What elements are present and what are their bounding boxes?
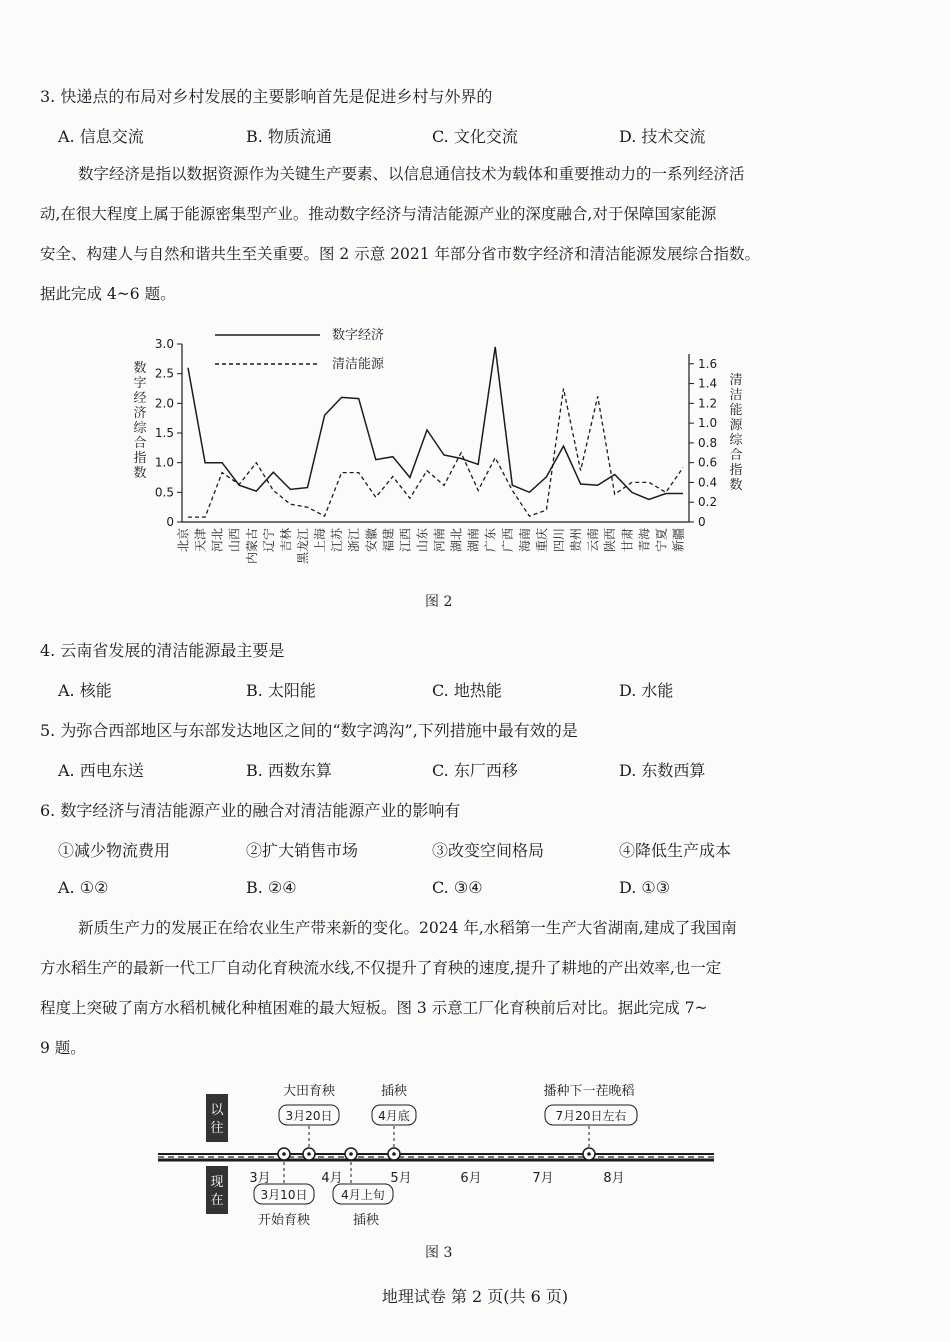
x-tick-label: 新疆 [671, 528, 686, 553]
x-tick-label: 甘肃 [620, 528, 635, 553]
before-label-char-2: 往 [210, 1121, 224, 1136]
month-april: 4月 [321, 1171, 343, 1186]
left-axis-tick-label: 2.5 [154, 366, 174, 381]
q5-stem: 5. 为弥合西部地区与东部发达地区之间的“数字鸿沟”,下列措施中最有效的是 [40, 721, 578, 740]
x-tick-label: 江西 [398, 528, 413, 553]
passage1-line: 安全、构建人与自然和谐共生至关重要。图 2 示意 2021 年部分省市数字经济和清洁能源发展综合指数。 [40, 245, 761, 263]
left-axis-title-char: 数 [133, 466, 147, 481]
x-tick-label: 吉林 [278, 528, 293, 553]
left-axis-tick-label: 3.0 [154, 337, 174, 351]
legend-clean-energy: 清洁能源 [332, 357, 385, 372]
passage1-line: 动,在很大程度上属于能源密集型产业。推动数字经济与清洁能源产业的深度融合,对于保障国家能源 [40, 205, 717, 223]
q3-stem: 3. 快递点的布局对乡村发展的主要影响首先是促进乡村与外界的 [40, 87, 493, 106]
q6-stem: 6. 数字经济与清洁能源产业的融合对清洁能源产业的影响有 [40, 801, 461, 820]
x-tick-label: 山西 [227, 528, 242, 553]
right-axis-title-char: 能 [729, 403, 743, 418]
left-axis-tick-label: 0 [166, 515, 174, 529]
before-event-3-title: 播种下一茬晚稻 [543, 1084, 635, 1099]
q5-option-d: D. 东数西算 [619, 761, 706, 780]
before-label-char-1: 以 [210, 1103, 224, 1118]
q3-option-d: D. 技术交流 [619, 127, 706, 146]
q6-item-1: ①减少物流费用 [58, 841, 171, 860]
after-event-1-title: 开始育秧 [257, 1213, 311, 1228]
x-tick-label: 海南 [517, 528, 532, 553]
before-event-1-title: 大田育秧 [282, 1084, 336, 1099]
passage-rice-seedling [40, 908, 860, 1068]
passage2-line: 新质生产力的发展正在给农业生产带来新的变化。2024 年,水稻第一生产大省湖南,建成了我国南 [78, 919, 737, 937]
q6-option-b: B. ②④ [246, 878, 297, 897]
right-axis-tick-label: 1.6 [698, 356, 718, 371]
x-tick-label: 天津 [193, 528, 208, 553]
after-event-1-date: 3月10日 [260, 1188, 308, 1202]
right-axis-tick-label: 0 [698, 515, 706, 529]
left-axis-title-char: 合 [133, 436, 147, 451]
figure-2-chart [0, 318, 950, 578]
right-axis-title-char: 综 [729, 433, 743, 448]
after-event-2-date: 4月上旬 [341, 1188, 385, 1202]
q3-option-b: B. 物质流通 [246, 127, 332, 146]
before-event-2-marker-dot [392, 1152, 396, 1156]
x-tick-label: 北京 [176, 528, 191, 553]
q6-item-4: ④降低生产成本 [619, 841, 732, 860]
month-march: 3月 [249, 1171, 271, 1186]
x-tick-label: 河南 [432, 528, 447, 553]
x-tick-label: 湖北 [449, 528, 464, 553]
passage2-line: 方水稻生产的最新一代工厂自动化育秧流水线,不仅提升了育秧的速度,提升了耕地的产出效率,也一定 [40, 959, 722, 977]
right-axis-title-char: 源 [729, 418, 743, 433]
q4-option-a: A. 核能 [58, 681, 112, 700]
after-label-char-1: 现 [210, 1175, 224, 1190]
after-event-2-title: 插秧 [352, 1213, 380, 1228]
figure-3-timeline [0, 1070, 950, 1240]
right-axis-title-char: 清 [729, 373, 743, 388]
left-axis-tick-label: 2.0 [154, 396, 174, 411]
left-axis-title-char: 字 [133, 376, 147, 391]
passage2-line: 程度上突破了南方水稻机械化种植困难的最大短板。图 3 示意工厂化育秧前后对比。据此完成 7~ [40, 999, 708, 1017]
after-event-2-marker-dot [349, 1152, 353, 1156]
right-axis-title-char: 合 [729, 448, 743, 463]
q5-option-a: A. 西电东送 [58, 761, 144, 780]
left-axis-title-char: 经 [133, 391, 147, 406]
x-tick-label: 辽宁 [261, 528, 276, 553]
figure-3-caption: 图 3 [425, 1245, 453, 1261]
month-july: 7月 [532, 1171, 554, 1186]
q4-option-b: B. 太阳能 [246, 681, 316, 700]
q4-option-c: C. 地热能 [432, 681, 502, 700]
x-tick-label: 宁夏 [654, 528, 669, 553]
x-tick-label: 广西 [500, 528, 515, 553]
right-axis-tick-label: 0.2 [698, 495, 718, 510]
right-axis-tick-label: 1.0 [698, 416, 718, 431]
after-label-char-2: 在 [210, 1193, 224, 1208]
q5-option-c: C. 东厂西移 [432, 761, 518, 780]
right-axis-tick-label: 1.2 [698, 396, 718, 411]
left-axis-title-char: 济 [133, 406, 147, 421]
right-axis-title-char: 数 [729, 478, 743, 493]
x-tick-label: 安徽 [364, 528, 379, 553]
x-tick-label: 上海 [313, 528, 328, 553]
before-event-2-date: 4月底 [378, 1109, 410, 1123]
x-tick-label: 湖南 [466, 528, 481, 553]
passage1-line: 据此完成 4~6 题。 [40, 285, 176, 303]
x-tick-label: 青海 [637, 528, 652, 553]
right-axis-tick-label: 0.6 [698, 455, 718, 470]
q6-item-3: ③改变空间格局 [432, 841, 545, 860]
x-tick-label: 广东 [483, 528, 498, 553]
right-axis-tick-label: 0.8 [698, 435, 718, 450]
q3-option-c: C. 文化交流 [432, 127, 518, 146]
right-axis-title-char: 指 [729, 463, 743, 478]
month-may: 5月 [390, 1171, 412, 1186]
q3-option-a: A. 信息交流 [58, 127, 144, 146]
q6-option-c: C. ③④ [432, 878, 483, 897]
q4-stem: 4. 云南省发展的清洁能源最主要是 [40, 641, 285, 660]
x-tick-label: 浙江 [347, 528, 362, 553]
series-digital-economy-line [188, 347, 683, 500]
passage2-line: 9 题。 [40, 1039, 86, 1057]
after-event-1-marker-dot [282, 1152, 286, 1156]
x-tick-label: 内蒙古 [244, 528, 259, 565]
month-june: 6月 [460, 1171, 482, 1186]
x-tick-label: 四川 [552, 528, 567, 553]
before-event-3-date: 7月20日左右 [555, 1109, 627, 1123]
left-axis-title-char: 综 [133, 421, 147, 436]
left-axis-tick-label: 1.5 [154, 426, 174, 440]
x-tick-label: 山东 [415, 528, 430, 553]
x-tick-label: 福建 [381, 528, 396, 553]
passage-digital-economy [40, 154, 860, 314]
left-axis-title-char: 指 [133, 451, 147, 466]
x-tick-label: 云南 [586, 528, 601, 553]
passage1-line: 数字经济是指以数据资源作为关键生产要素、以信息通信技术为载体和重要推动力的一系列经济活 [78, 165, 745, 183]
q6-option-d: D. ①③ [619, 878, 671, 897]
legend-digital-economy: 数字经济 [332, 328, 385, 343]
right-axis-title-char: 洁 [729, 388, 743, 403]
q6-item-2: ②扩大销售市场 [246, 841, 359, 860]
left-axis-tick-label: 1.0 [154, 455, 174, 470]
figure-2-caption: 图 2 [425, 594, 453, 610]
before-event-3-marker-dot [587, 1152, 591, 1156]
month-august: 8月 [603, 1171, 625, 1186]
x-tick-label: 黑龙江 [295, 528, 310, 565]
q6-option-a: A. ①② [58, 878, 109, 897]
x-tick-label: 江苏 [330, 528, 345, 553]
series-clean-energy-line [188, 389, 683, 518]
left-axis-tick-label: 0.5 [154, 485, 174, 500]
right-axis-tick-label: 1.4 [698, 376, 718, 391]
x-tick-label: 陕西 [603, 528, 618, 553]
q4-option-d: D. 水能 [619, 681, 674, 700]
before-event-1-marker-dot [307, 1152, 311, 1156]
x-tick-label: 贵州 [569, 528, 584, 553]
x-tick-label: 河北 [210, 528, 225, 553]
page-footer: 地理试卷 第 2 页(共 6 页) [381, 1287, 569, 1306]
left-axis-title-char: 数 [133, 361, 147, 376]
right-axis-tick-label: 0.4 [698, 475, 718, 490]
q5-option-b: B. 西数东算 [246, 761, 332, 780]
x-tick-label: 重庆 [534, 528, 549, 553]
before-event-1-date: 3月20日 [285, 1109, 333, 1123]
before-event-2-title: 插秧 [380, 1084, 408, 1099]
